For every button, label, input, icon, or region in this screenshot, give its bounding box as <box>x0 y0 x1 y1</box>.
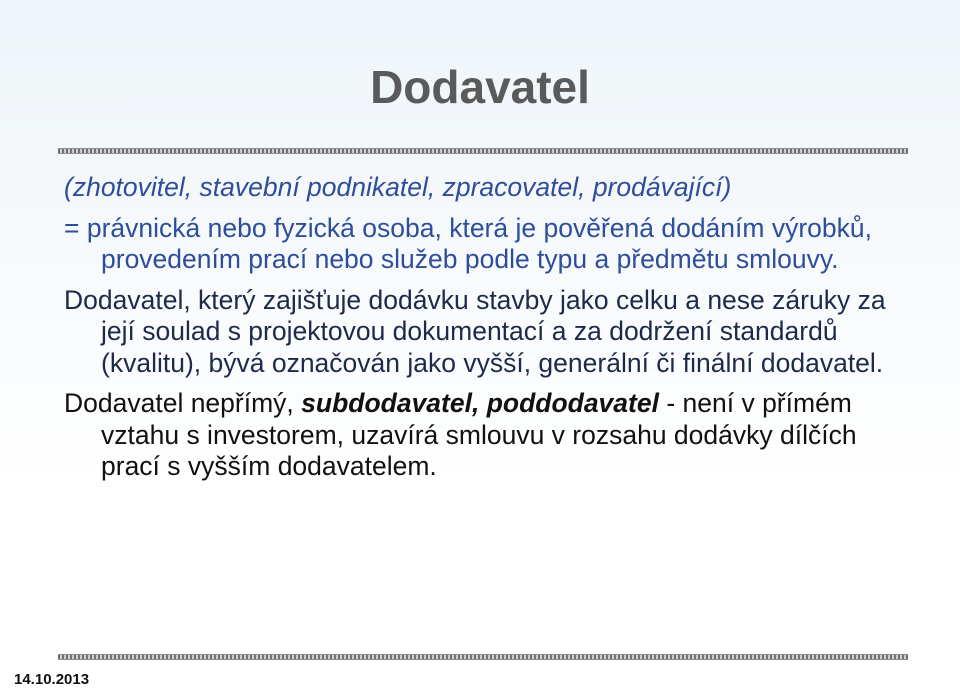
slide-body <box>64 172 914 492</box>
slide-date: 14.10.2013 <box>14 671 90 688</box>
synonyms-text: (zhotovitel, stavební podnikatel, zpracovatel, prodávající) <box>64 172 732 202</box>
general-contractor-text: Dodavatel, který zajišťuje dodávku stavby jako celku a nese záruky za její soulad s projektovou dokumentací a za dodržení standardů (kvalitu), bývá označován jako vyšší, generální či finální dodavatel. <box>64 284 886 378</box>
indirect-contractor-text <box>64 388 914 483</box>
slide-title: Dodavatel <box>370 61 590 113</box>
definition-text: = právnická nebo fyzická osoba, která je pověřená dodáním výrobků, provedením prací nebo služeb podle typu a předmětu smlouvy. <box>64 212 872 274</box>
title-divider <box>58 148 908 154</box>
indirect-emphasis: subdodavatel, poddodavatel <box>301 388 659 418</box>
footer-divider <box>58 654 908 660</box>
indirect-prefix: Dodavatel nepřímý, <box>64 388 302 418</box>
indirect-suffix: - není v přímém vztahu s investorem, uzavírá smlouvu v rozsahu dodávky dílčích prací s vyšším dodavatelem. <box>101 388 857 481</box>
